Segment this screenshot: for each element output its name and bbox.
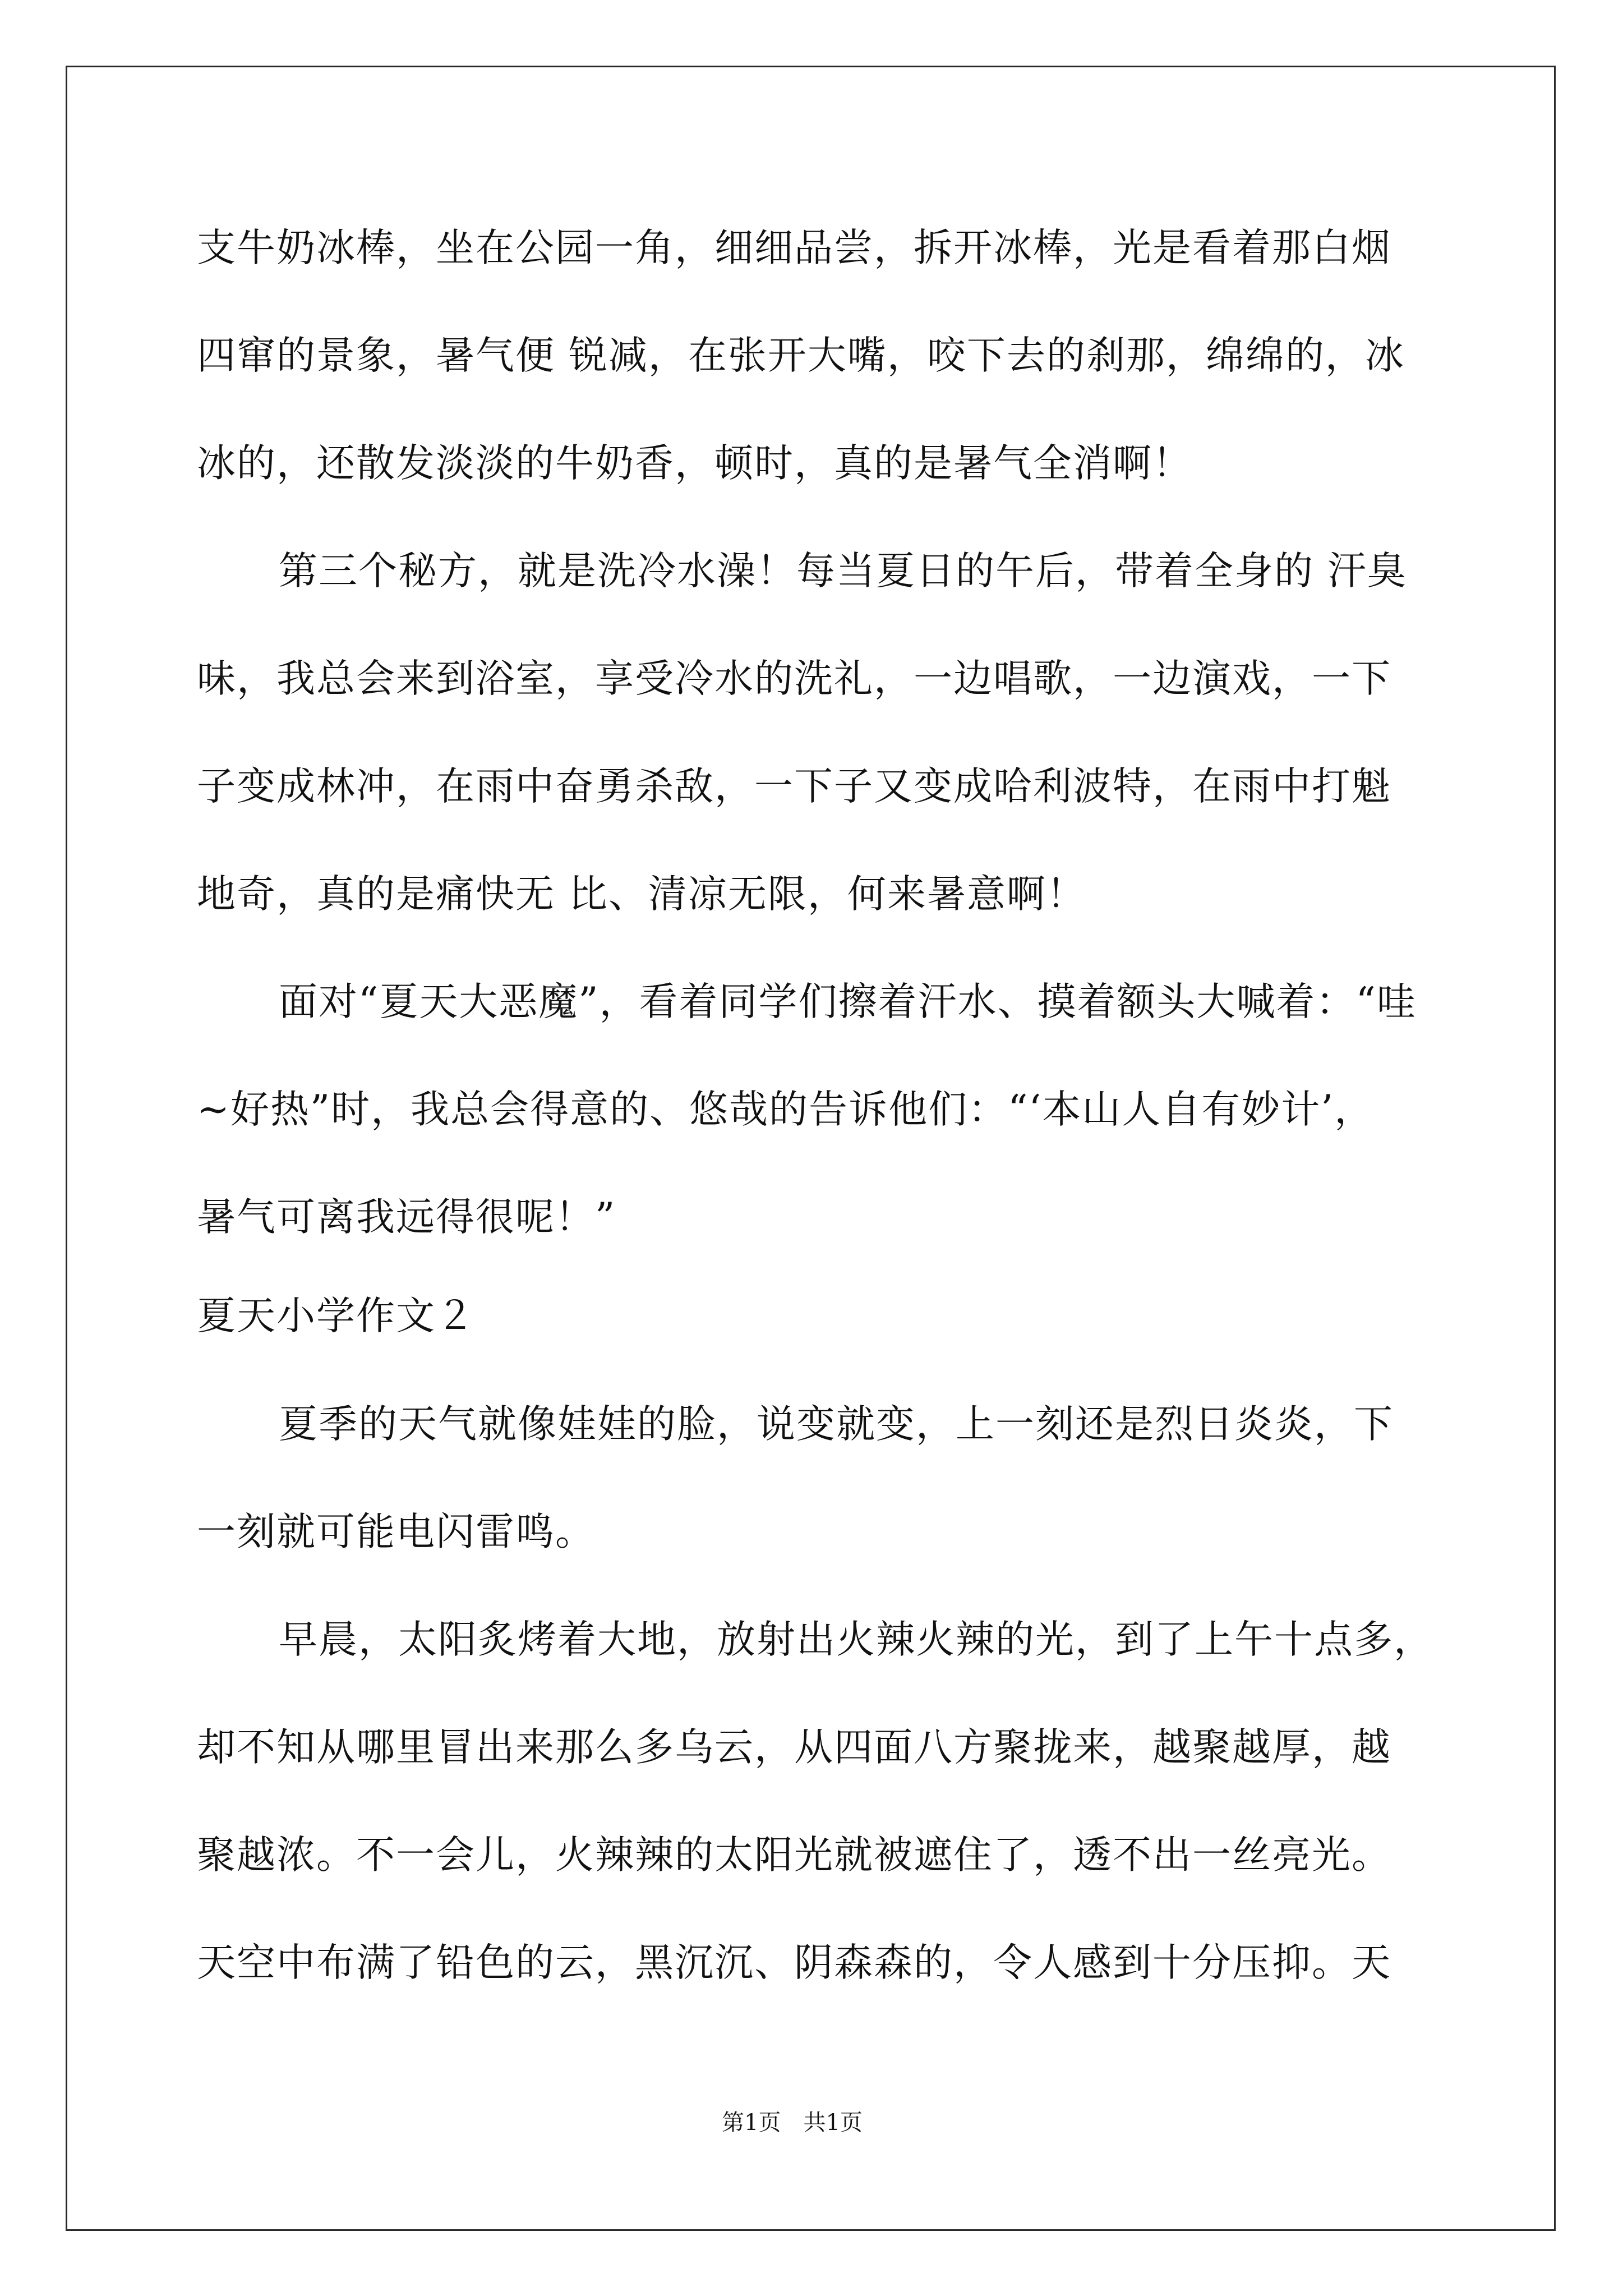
- page-footer: 第1页 共1页: [722, 2110, 863, 2136]
- body-text-line: 四窜的景象，暑气便 锐减，在张开大嘴，咬下去的刹那，绵绵的，冰: [197, 333, 1405, 378]
- body-text-line: 子变成林冲，在雨中奋勇杀敌，一下子又变成哈利波特，在雨中打魁: [197, 764, 1391, 809]
- body-text-line: 天空中布满了铅色的云，黑沉沉、阴森森的，令人感到十分压抑。天: [197, 1940, 1391, 1985]
- body-text-line: 第三个秘方，就是洗冷水澡！每当夏日的午后，带着全身的 汗臭: [279, 549, 1407, 593]
- body-text-line: 冰的，还散发淡淡的牛奶香，顿时，真的是暑气全消啊！: [197, 441, 1192, 486]
- section-heading: 夏天小学作文２: [197, 1294, 476, 1338]
- body-text-line: 地奇，真的是痛快无 比、清凉无限，何来暑意啊！: [197, 872, 1086, 917]
- body-text-line: 暑气可离我远得很呢！”: [197, 1195, 616, 1240]
- body-text-line: 夏季的天气就像娃娃的脸，说变就变，上一刻还是烈日炎炎，下: [279, 1402, 1394, 1447]
- body-text-line: 味，我总会来到浴室，享受冷水的洗礼，一边唱歌，一边演戏，一下: [197, 656, 1391, 701]
- body-text-line: 早晨，太阳炙烤着大地，放射出火辣火辣的光，到了上午十点多，: [279, 1617, 1433, 1662]
- body-text-line: 支牛奶冰棒，坐在公园一角，细细品尝，拆开冰棒，光是看着那白烟: [197, 226, 1391, 270]
- body-text-line: 一刻就可能电闪雷鸣。: [197, 1510, 595, 1554]
- body-text-line: ~好热”时，我总会得意的、悠哉的告诉他们：“‘本山人自有妙计’，: [197, 1087, 1375, 1132]
- body-text-line: 聚越浓。不一会儿，火辣辣的太阳光就被遮住了，透不出一丝亮光。: [197, 1833, 1391, 1878]
- page-border: [66, 66, 1556, 2231]
- body-text-line: 面对“夏天大恶魔”，看着同学们擦着汗水、摸着额头大喊着：“哇: [279, 979, 1417, 1024]
- body-text-line: 却不知从哪里冒出来那么多乌云，从四面八方聚拢来，越聚越厚，越: [197, 1725, 1391, 1770]
